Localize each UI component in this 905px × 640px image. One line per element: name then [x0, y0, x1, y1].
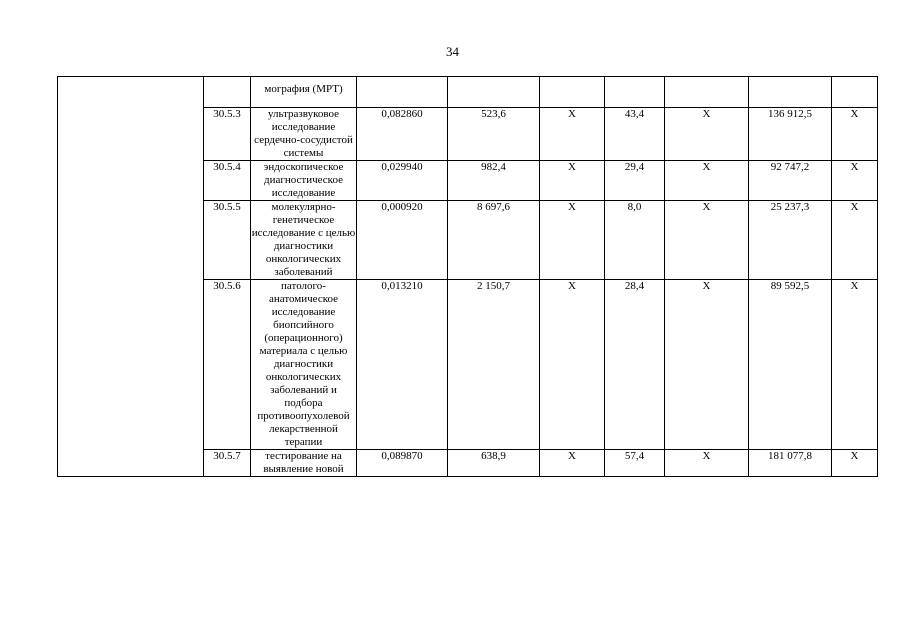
value-cell: 43,4 [605, 108, 665, 161]
value-cell: 523,6 [448, 108, 540, 161]
value-cell: Х [540, 280, 605, 450]
value-cell: Х [665, 450, 749, 477]
value-cell [665, 77, 749, 108]
value-cell: Х [832, 108, 878, 161]
value-cell: Х [665, 108, 749, 161]
value-cell: Х [540, 161, 605, 201]
value-cell: Х [540, 450, 605, 477]
row-name: тестирование на выявление новой [251, 450, 357, 477]
value-cell: 0,000920 [357, 201, 448, 280]
value-cell: Х [832, 201, 878, 280]
value-cell [832, 77, 878, 108]
value-cell: 136 912,5 [749, 108, 832, 161]
value-cell: 0,013210 [357, 280, 448, 450]
row-number: 30.5.3 [204, 108, 251, 161]
value-cell [605, 77, 665, 108]
value-cell: 0,082860 [357, 108, 448, 161]
value-cell: 92 747,2 [749, 161, 832, 201]
merged-left-cell [58, 77, 204, 477]
row-name: мография (МРТ) [251, 77, 357, 108]
value-cell [749, 77, 832, 108]
value-cell [357, 77, 448, 108]
value-cell: 89 592,5 [749, 280, 832, 450]
value-cell: 28,4 [605, 280, 665, 450]
row-name: ультразвуковое исследование сердечно-сосудистой системы [251, 108, 357, 161]
value-cell: 25 237,3 [749, 201, 832, 280]
value-cell: Х [665, 161, 749, 201]
value-cell: Х [540, 201, 605, 280]
value-cell: 638,9 [448, 450, 540, 477]
value-cell: 0,029940 [357, 161, 448, 201]
value-cell: 181 077,8 [749, 450, 832, 477]
value-cell: 57,4 [605, 450, 665, 477]
value-cell: 2 150,7 [448, 280, 540, 450]
row-number: 30.5.6 [204, 280, 251, 450]
page-number: 34 [446, 44, 459, 59]
value-cell: 982,4 [448, 161, 540, 201]
value-cell: Х [665, 201, 749, 280]
value-cell: 29,4 [605, 161, 665, 201]
value-cell: Х [832, 280, 878, 450]
value-cell [540, 77, 605, 108]
value-cell: 0,089870 [357, 450, 448, 477]
row-number: 30.5.4 [204, 161, 251, 201]
value-cell: Х [832, 161, 878, 201]
row-number: 30.5.7 [204, 450, 251, 477]
value-cell: Х [832, 450, 878, 477]
value-cell: Х [540, 108, 605, 161]
row-number [204, 77, 251, 108]
value-cell: 8,0 [605, 201, 665, 280]
row-name: эндоскопическое диагностическое исследование [251, 161, 357, 201]
data-table [57, 76, 878, 477]
row-name: молекулярно-генетическое исследование с целью диагностики онкологических заболеваний [251, 201, 356, 278]
row-name: патолого-анатомическое исследование биопсийного (операционного) материала с целью диагностики онкологических заболеваний и подбора противоопухолевой лекарственной терапии [251, 280, 357, 450]
value-cell: 8 697,6 [448, 201, 540, 280]
value-cell: Х [665, 280, 749, 450]
value-cell [448, 77, 540, 108]
row-number: 30.5.5 [204, 201, 251, 280]
table-row [58, 77, 878, 108]
